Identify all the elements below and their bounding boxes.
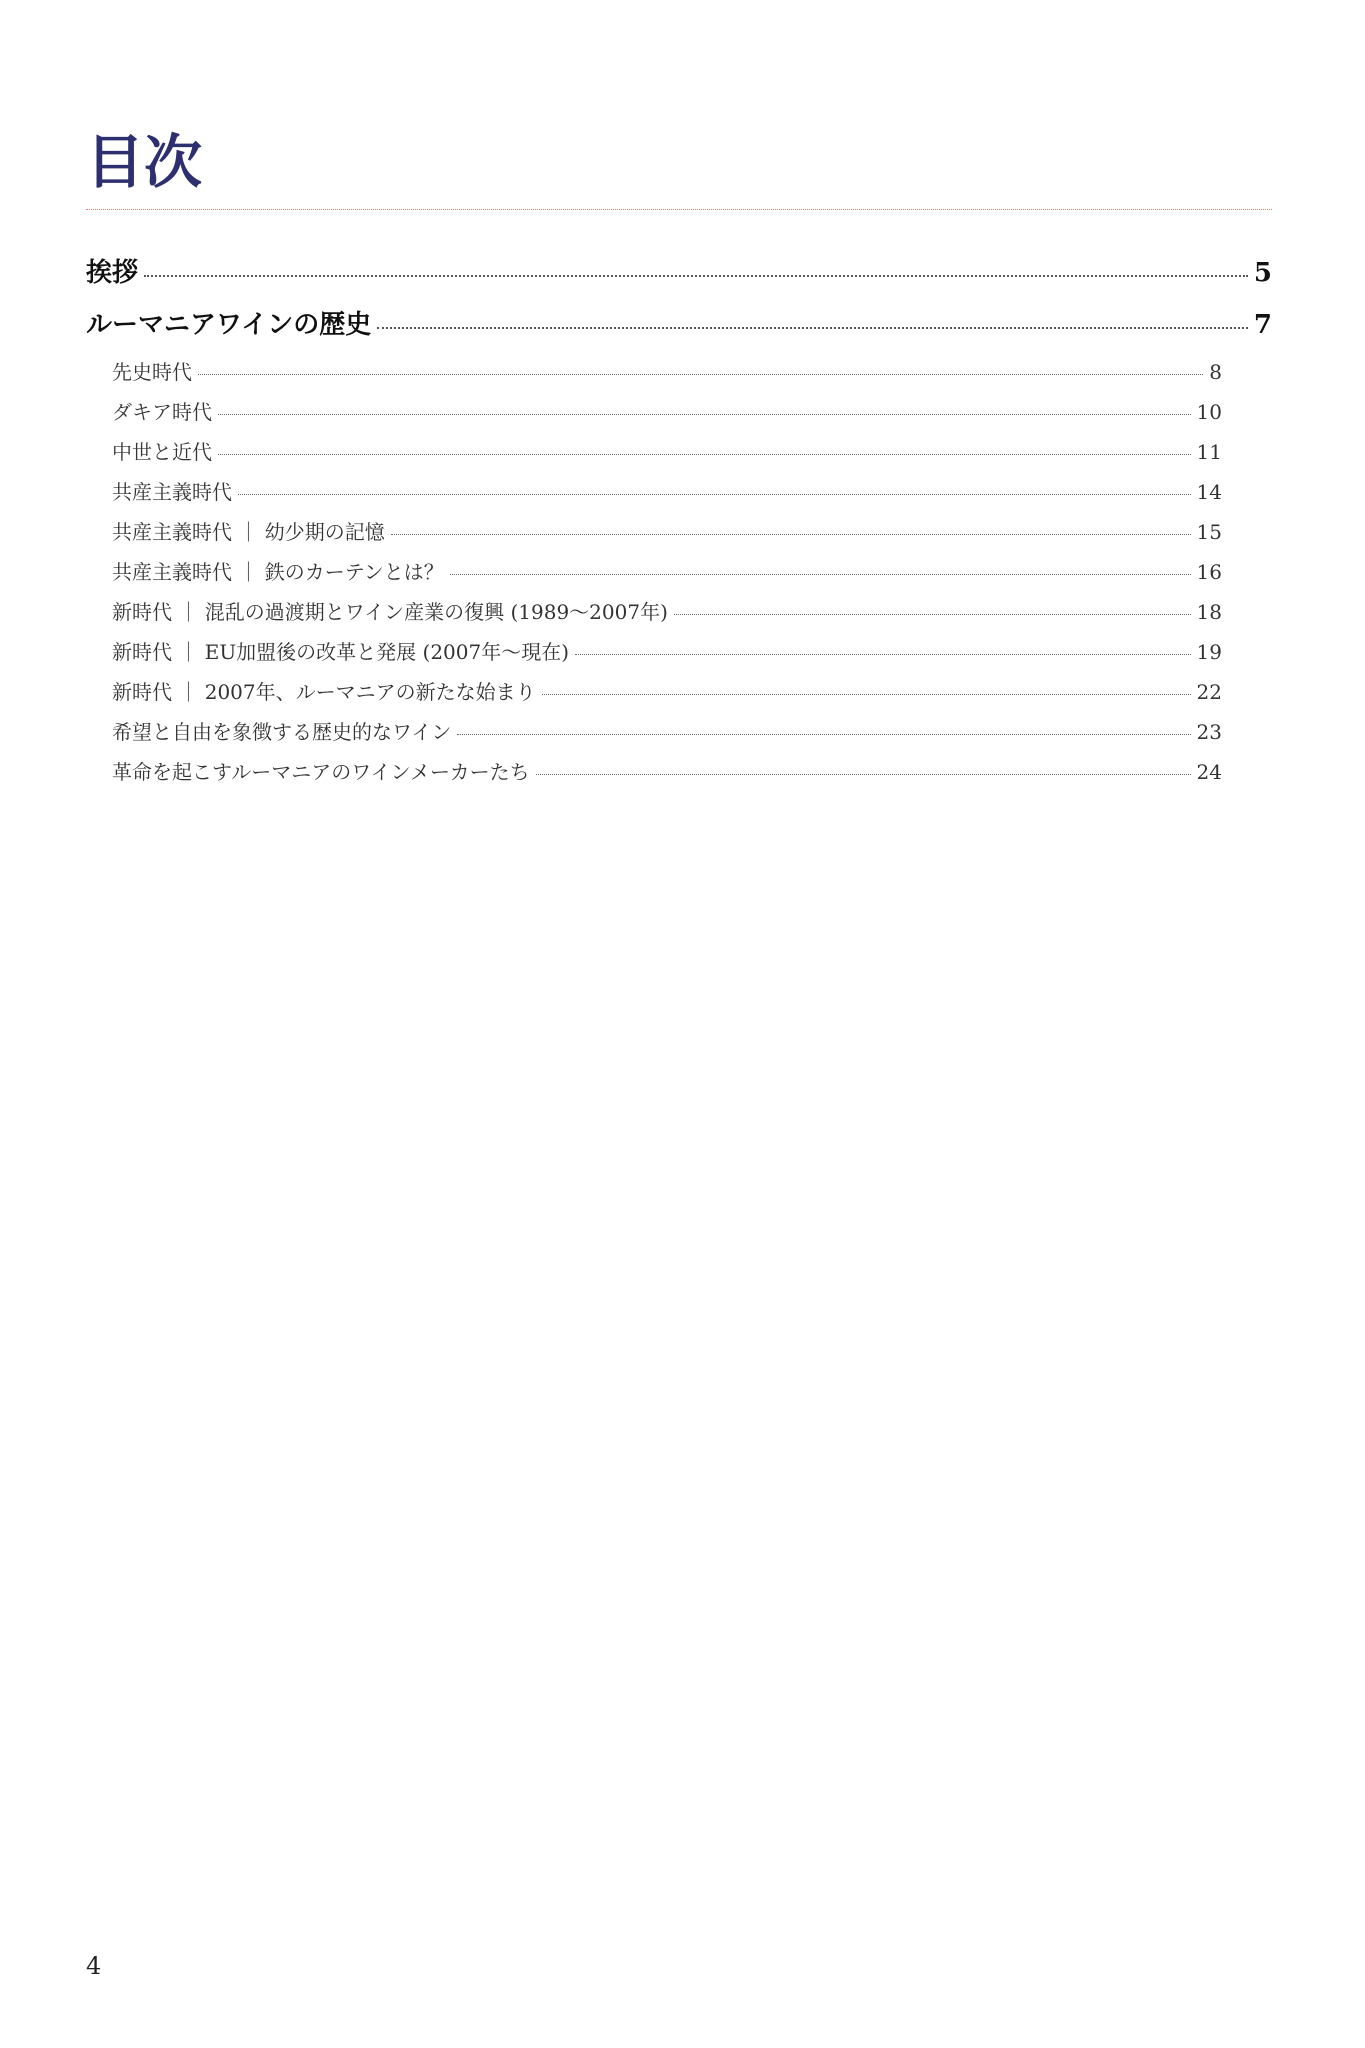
toc-entry-label: 新時代 ｜ 2007年、ルーマニアの新たな始まり (112, 680, 536, 704)
toc-entry-label: 希望と自由を象徴する歴史的なワイン (112, 720, 452, 744)
toc-subentry[interactable] (86, 476, 1222, 516)
toc-leader-dots (198, 374, 1203, 375)
toc-entry-page: 10 (1196, 400, 1222, 424)
toc-entry-page: 16 (1196, 560, 1222, 584)
toc-entry-page: 18 (1196, 600, 1222, 624)
toc-entry-label: 共産主義時代 (112, 480, 232, 504)
toc-leader-dots (674, 614, 1191, 615)
table-of-contents (86, 252, 1272, 796)
toc-entry-page: 19 (1196, 640, 1222, 664)
toc-subentry[interactable] (86, 356, 1222, 396)
toc-entry-page: 7 (1253, 310, 1272, 340)
toc-leader-dots (218, 454, 1191, 455)
toc-entry-label: 先史時代 (112, 360, 192, 384)
toc-leader-dots (218, 414, 1191, 415)
toc-leader-dots (575, 654, 1191, 655)
toc-subentry[interactable] (86, 436, 1222, 476)
toc-entry-label: 新時代 ｜ EU加盟後の改革と発展 (2007年〜現在) (112, 640, 570, 664)
toc-leader-dots (391, 534, 1191, 535)
toc-entry[interactable] (86, 304, 1272, 356)
toc-leader-dots (536, 774, 1191, 775)
toc-subentry[interactable] (86, 396, 1222, 436)
toc-entry-page: 24 (1196, 760, 1222, 784)
toc-subentry[interactable] (86, 556, 1222, 596)
toc-entry-page: 15 (1196, 520, 1222, 544)
toc-entry-label: 中世と近代 (112, 440, 212, 464)
title-divider (86, 209, 1272, 210)
toc-entry-page: 23 (1196, 720, 1222, 744)
toc-entry-label: ルーマニアワインの歴史 (86, 310, 372, 340)
toc-entry-page: 14 (1196, 480, 1222, 504)
toc-subentry[interactable] (86, 636, 1222, 676)
toc-entry-page: 8 (1209, 360, 1222, 384)
toc-leader-dots (542, 694, 1191, 695)
toc-entry-page: 5 (1253, 258, 1272, 288)
toc-leader-dots (238, 494, 1191, 495)
toc-subentry[interactable] (86, 516, 1222, 556)
toc-entry-page: 22 (1196, 680, 1222, 704)
toc-entry-page: 11 (1196, 440, 1222, 464)
page-number: 4 (86, 1952, 102, 1980)
toc-leader-dots (450, 574, 1191, 575)
toc-subentry[interactable] (86, 716, 1222, 756)
toc-entry-label: 新時代 ｜ 混乱の過渡期とワイン産業の復興 (1989〜2007年) (112, 600, 668, 624)
toc-leader-dots (457, 734, 1190, 735)
page-title: 目次 (86, 128, 203, 196)
toc-entry-label: ダキア時代 (112, 400, 212, 424)
toc-leader-dots (144, 275, 1248, 277)
toc-entry-label: 革命を起こすルーマニアのワインメーカーたち (112, 760, 530, 784)
toc-entry-label: 共産主義時代 ｜ 鉄のカーテンとは？ (112, 560, 444, 584)
toc-entry-label: 挨拶 (86, 258, 139, 288)
toc-entry-label: 共産主義時代 ｜ 幼少期の記憶 (112, 520, 385, 544)
toc-entry[interactable] (86, 252, 1272, 304)
toc-subentry[interactable] (86, 596, 1222, 636)
toc-leader-dots (377, 327, 1248, 329)
toc-subentry[interactable] (86, 676, 1222, 716)
toc-subentry[interactable] (86, 756, 1222, 796)
